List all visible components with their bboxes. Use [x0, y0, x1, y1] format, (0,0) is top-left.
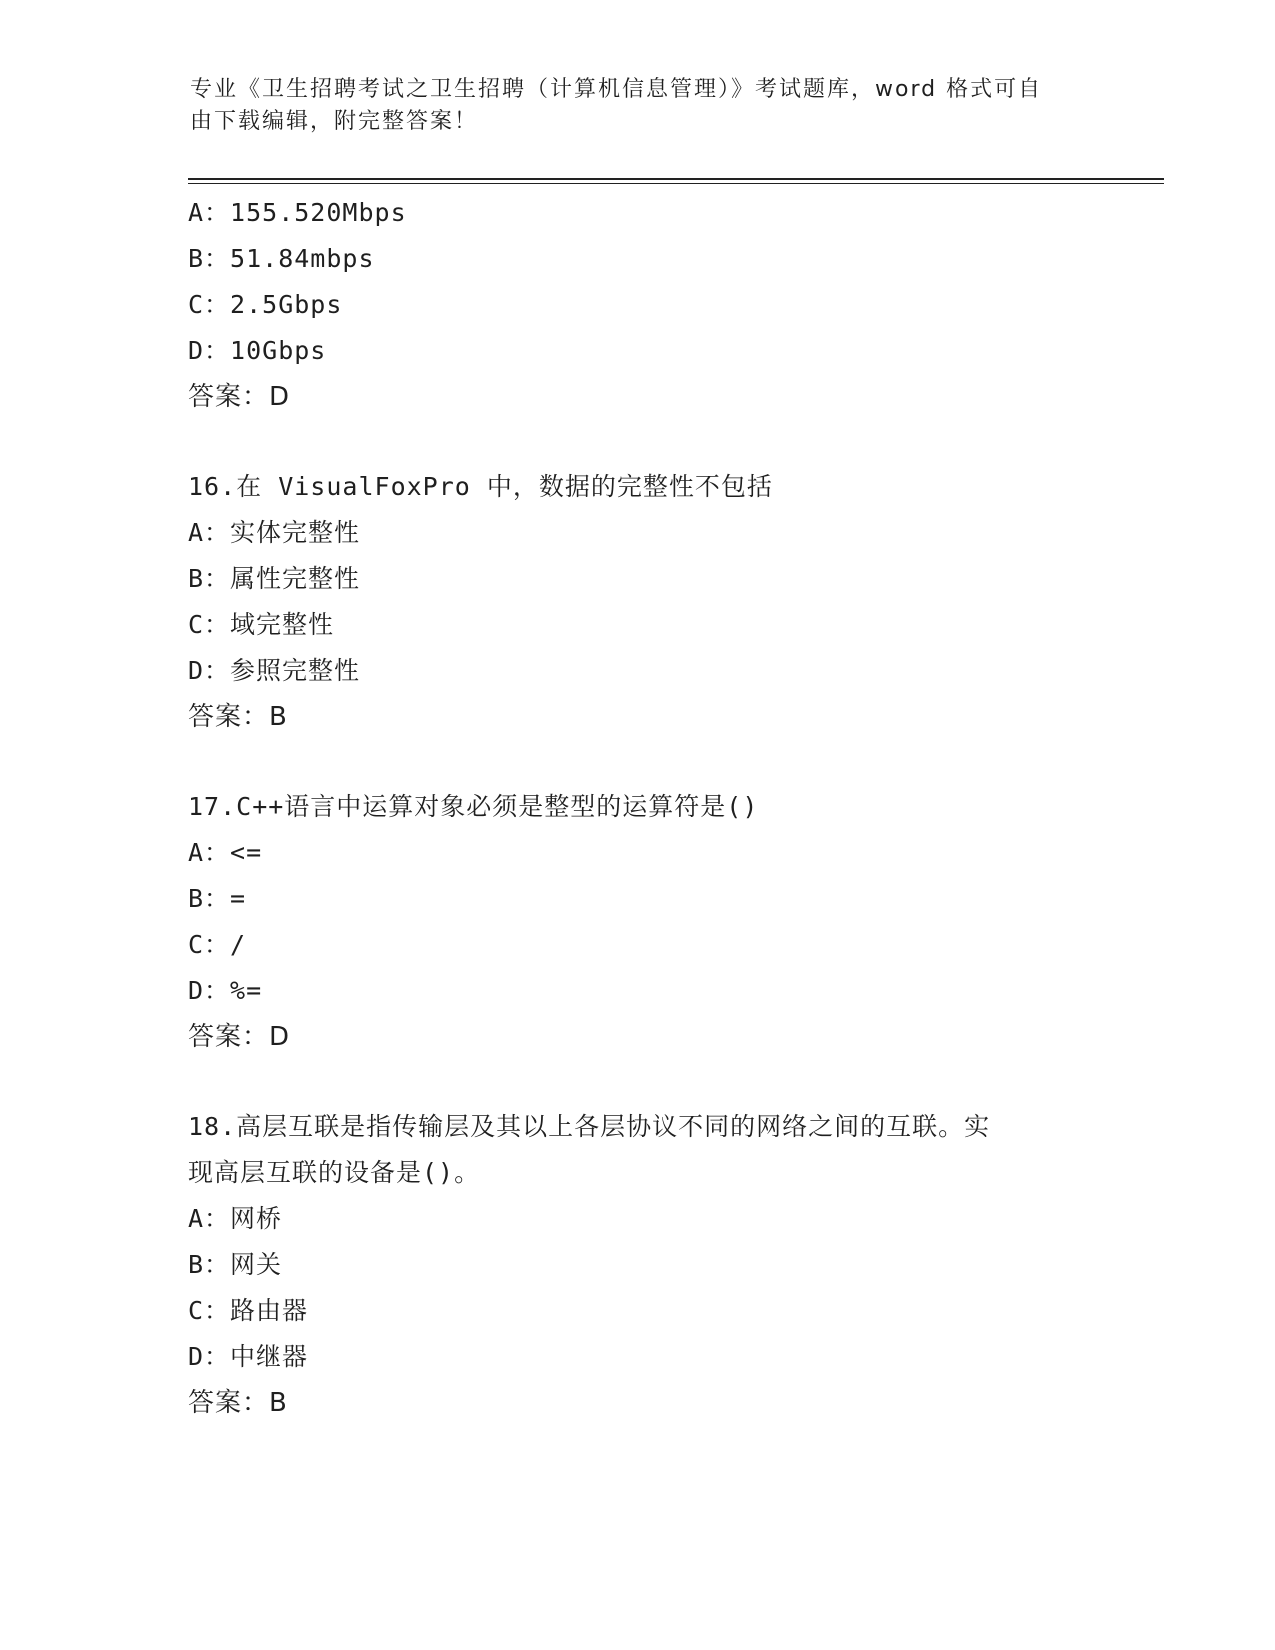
answer: 答案：D	[188, 1022, 291, 1052]
question-16	[188, 464, 1148, 740]
question-title: 16.在 VisualFoxPro 中，数据的完整性不包括	[188, 472, 773, 501]
option-d: D：中继器	[188, 1342, 309, 1371]
option-b: B：51.84mbps	[188, 244, 375, 273]
option-a: A：网桥	[188, 1204, 283, 1233]
option-d: D：参照完整性	[188, 656, 361, 685]
question-title-line-1: 18.高层互联是指传输层及其以上各层协议不同的网络之间的互联。实	[188, 1112, 991, 1141]
question-title-line-2: 现高层互联的设备是()。	[188, 1158, 481, 1187]
option-a: A：实体完整性	[188, 518, 361, 547]
option-d: D：%=	[188, 976, 263, 1005]
header-line-2: 由下载编辑，附完整答案！	[190, 109, 479, 134]
answer: 答案：D	[188, 382, 291, 412]
option-b: B：=	[188, 884, 247, 913]
spacer	[188, 740, 1148, 784]
option-a: A：155.520Mbps	[188, 198, 407, 227]
question-title: 17.C++语言中运算对象必须是整型的运算符是()	[188, 792, 759, 821]
option-c: C：/	[188, 930, 247, 959]
spacer	[188, 420, 1148, 464]
option-c: C：2.5Gbps	[188, 290, 343, 319]
option-c: C：域完整性	[188, 610, 335, 639]
answer: 答案：B	[188, 702, 288, 732]
document-header	[190, 74, 1090, 138]
option-c: C：路由器	[188, 1296, 309, 1325]
header-divider-thin	[188, 183, 1164, 184]
option-b: B：属性完整性	[188, 564, 361, 593]
question-18	[188, 1104, 1148, 1426]
option-d: D：10Gbps	[188, 336, 327, 365]
option-a: A：<=	[188, 838, 263, 867]
header-divider-thick	[188, 178, 1164, 180]
question-15	[188, 190, 1148, 420]
answer: 答案：B	[188, 1388, 288, 1418]
spacer	[188, 1060, 1148, 1104]
question-list	[188, 190, 1148, 1426]
option-b: B：网关	[188, 1250, 283, 1279]
question-17	[188, 784, 1148, 1060]
header-line-1: 专业《卫生招聘考试之卫生招聘（计算机信息管理）》考试题库，word 格式可自	[190, 77, 1043, 102]
